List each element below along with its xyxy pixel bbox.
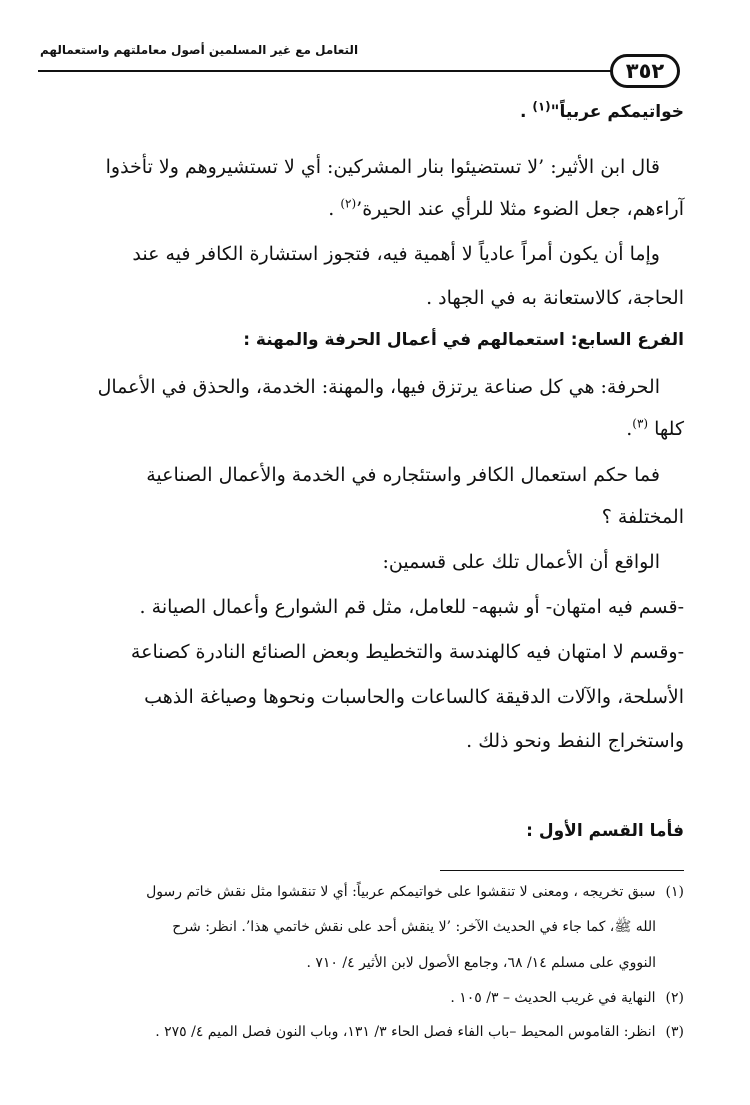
footnote-2-line-1	[450, 991, 684, 1005]
footnote-2-text-1: النهاية في غريب الحديث – ٣/ ١٠٥ .	[450, 990, 656, 1006]
footnote-1-line-1	[146, 885, 684, 899]
footnote-3-text-1: انظر: القاموس المحيط –باب الفاء فصل الحاء ٣/ ١٣١، وباب النون فصل الميم ٤/ ٢٧٥ .	[155, 1024, 656, 1040]
header-rule	[38, 70, 615, 72]
body-line-7: الحرفة: هي كل صناعة يرتزق فيها، والمهنة: الخدمة، والحذق في الأعمال	[97, 376, 660, 398]
footnote-ref-2: (٢)	[340, 196, 357, 211]
footnote-1-line-3: النووي على مسلم ١٤/ ٦٨، وجامع الأصول لابن الأثير ٤/ ٧١٠ .	[306, 955, 656, 971]
section-heading-7: الفرع السابع: استعمالهم في أعمال الحرفة والمهنة :	[243, 330, 684, 350]
body-line-12: -قسم فيه امتهان- أو شبهه- للعامل، مثل قم الشوارع وأعمال الصيانة .	[139, 596, 684, 618]
body-line-1-text: خواتيمكم عربياً"	[550, 102, 684, 122]
footnote-3-line-1	[155, 1025, 684, 1039]
footnote-ref-3: (٣)	[632, 416, 649, 431]
footnote-1-line-2: الله ﷺ، كما جاء في الحديث الآخر: ’لا ينقش أحد على نقش خاتمي هذا’. انظر: شرح	[172, 919, 656, 935]
running-title: التعامل مع غير المسلمين أصول معاملتهم واستعمالهم	[40, 43, 359, 57]
footnote-3-number: (٣)	[665, 1024, 684, 1040]
body-line-11: الواقع أن الأعمال تلك على قسمين:	[382, 551, 660, 573]
footnote-1-text-1: سبق تخريجه ، ومعنى لا تنقشوا على خواتيمكم عربياً: أي لا تنقشوا مثل نقش خاتم رسول	[146, 884, 656, 900]
body-line-10: المختلفة ؟	[601, 506, 684, 528]
body-line-13: -وقسم لا امتهان فيه كالهندسة والتخطيط وبعض الصنائع النادرة كصناعة	[130, 641, 684, 663]
body-line-9: فما حكم استعمال الكافر واستئجاره في الخدمة والأعمال الصناعية	[146, 464, 660, 486]
footnote-rule	[440, 870, 684, 871]
body-line-1-end: .	[519, 102, 533, 122]
body-line-1	[519, 99, 684, 122]
footnote-2-number: (٢)	[665, 990, 684, 1006]
body-line-5: الحاجة، كالاستعانة به في الجهاد .	[426, 287, 684, 309]
body-line-4: وإما أن يكون أمراً عادياً لا أهمية فيه، فتجوز استشارة الكافر فيه عند	[132, 243, 660, 265]
body-line-3-end: .	[328, 198, 341, 220]
page-number: ٣٥٢	[610, 54, 680, 88]
footnote-1-number: (١)	[665, 884, 684, 900]
body-line-14: الأسلحة، والآلات الدقيقة كالساعات والحاسبات ونحوها وصياغة الذهب	[144, 686, 684, 708]
body-line-2: قال ابن الأثير: ’لا تستضيئوا بنار المشركين: أي لا تستشيروهم ولا تأخذوا	[105, 156, 660, 178]
footnote-ref-1: (١)	[532, 99, 551, 114]
body-line-8-text: كلها	[648, 418, 684, 440]
subsection-heading: فأما القسم الأول :	[526, 821, 684, 841]
body-line-15: واستخراج النفط ونحو ذلك .	[466, 730, 684, 752]
body-line-3-text: آراءهم، جعل الضوء مثلا للرأي عند الحيرة’	[356, 198, 684, 220]
body-line-3	[328, 196, 684, 220]
body-line-8-end: .	[626, 418, 633, 440]
body-line-8	[626, 416, 684, 440]
